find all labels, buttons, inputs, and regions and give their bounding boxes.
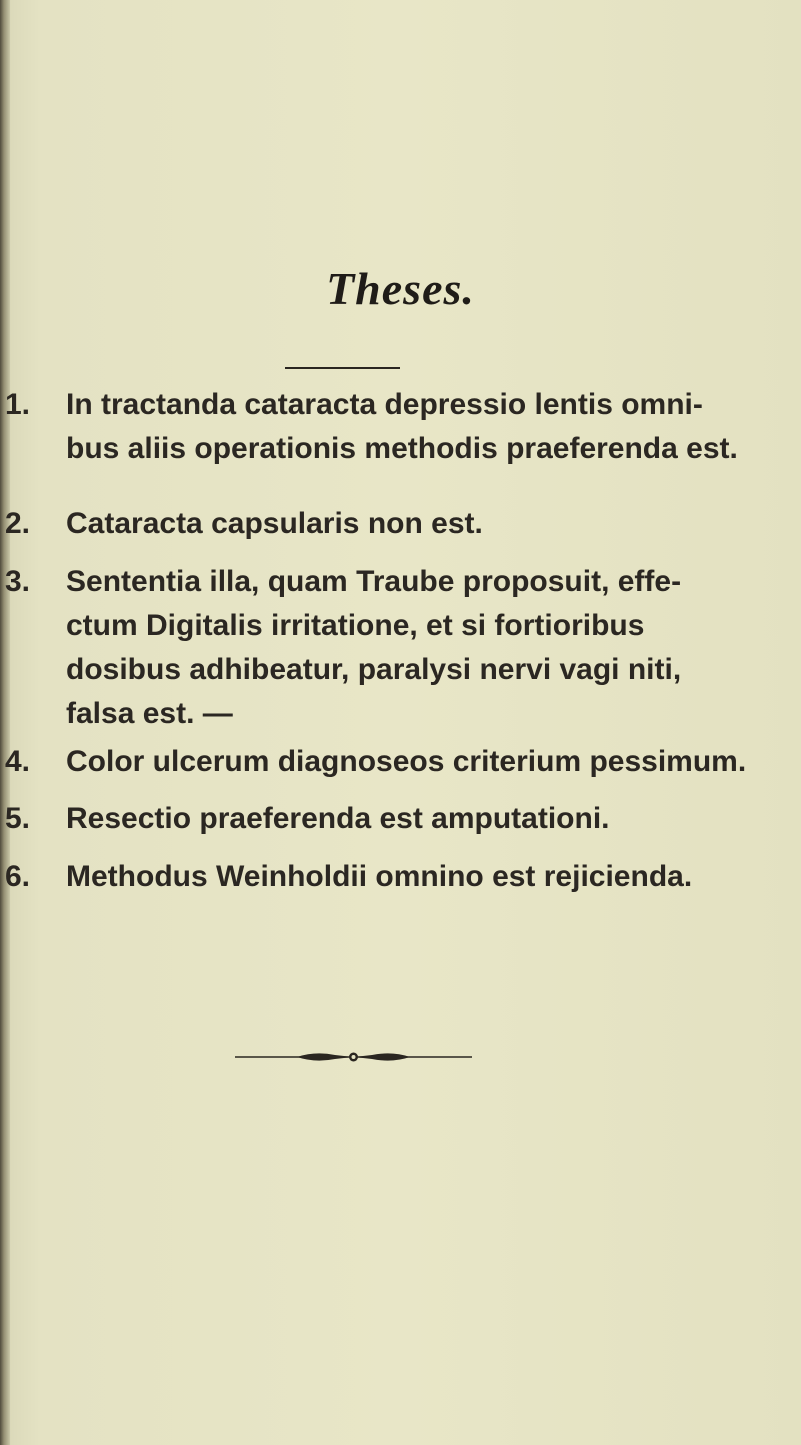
thesis-text <box>66 740 766 784</box>
thesis-line: falsa est. — <box>66 697 233 730</box>
thesis-number: 1. <box>5 388 31 421</box>
thesis-line: Resectio praeferenda est amputationi. <box>66 802 610 835</box>
thesis-number: 6. <box>5 860 31 893</box>
thesis-line: bus aliis operationis methodis praeferenda est. <box>66 432 738 465</box>
thesis-text <box>66 560 766 736</box>
thesis-line: Methodus Weinholdii omnino est rejicienda. <box>66 860 693 893</box>
thesis-line: Sententia illa, quam Traube proposuit, effe- <box>66 565 682 598</box>
thesis-number: 3. <box>5 565 31 598</box>
thesis-line: ctum Digitalis irritatione, et si fortioribus <box>66 609 645 642</box>
thesis-line: Color ulcerum diagnoseos criterium pessimum. <box>66 745 747 778</box>
thesis-number: 2. <box>5 507 31 540</box>
thesis-text <box>66 502 766 546</box>
thesis-line: Cataracta capsularis non est. <box>66 507 483 540</box>
heading-rule <box>285 367 400 369</box>
thesis-number: 5. <box>5 802 31 835</box>
thesis-text <box>66 797 766 841</box>
ornamental-rule <box>235 1050 472 1064</box>
binding-edge <box>0 0 10 1445</box>
thesis-line: In tractanda cataracta depressio lentis omni- <box>66 388 703 421</box>
thesis-number: 4. <box>5 745 31 778</box>
thesis-text <box>66 383 766 471</box>
page-heading: Theses. <box>326 263 475 314</box>
thesis-line: dosibus adhibeatur, paralysi nervi vagi niti, <box>66 653 682 686</box>
thesis-text <box>66 855 766 899</box>
